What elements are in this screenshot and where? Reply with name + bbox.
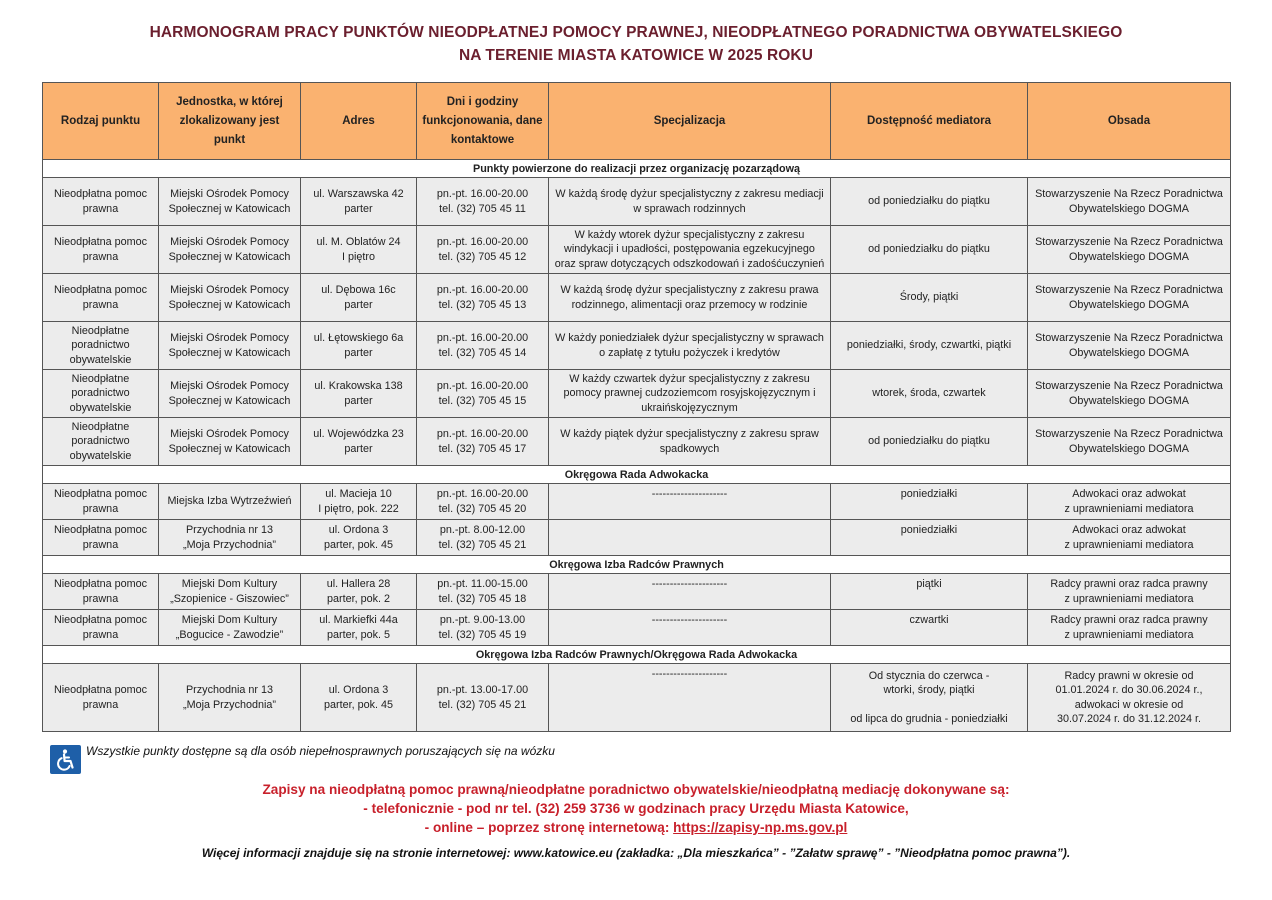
cell-specjalizacja: W każdy wtorek dyżur specjalistyczny z zakresu windykacji i upadłości, postępowania egzekucyjnego oraz spraw dotyczących odszkodowań i zadośćuczynień — [549, 226, 831, 274]
cell-specjalizacja: W każdy czwartek dyżur specjalistyczny z zakresu pomocy prawnej cudzoziemcom rosyjskojęzycznym i ukraińskojęzycznym — [549, 370, 831, 418]
cell-adres: ul. Markiefki 44a parter, pok. 5 — [301, 610, 417, 646]
cell-adres: ul. Warszawska 42 parter — [301, 178, 417, 226]
more-info-text: Więcej informacji znajduje się na stronie internetowej: www.katowice.eu (zakładka: „Dla mieszkańca” - ”Załatw sprawę” - ”Nieodpłatna pomoc prawna”). — [201, 846, 1071, 860]
cell-dni-i-godziny: pn.-pt. 16.00-20.00 tel. (32) 705 45 11 — [417, 178, 549, 226]
cell-specjalizacja: --------------------- — [549, 664, 831, 732]
header-obsada: Obsada — [1028, 83, 1231, 160]
cell-mediator: poniedziałki — [831, 520, 1028, 556]
cell-jednostka: Miejski Dom Kultury „Szopienice - Giszowiec” — [159, 574, 301, 610]
cell-obsada: Adwokaci oraz adwokat z uprawnieniami mediatora — [1028, 484, 1231, 520]
header-dni-i-godziny: Dni i godziny funkcjonowania, dane kontaktowe — [417, 83, 549, 160]
table-row — [43, 418, 1231, 466]
table-header-row — [43, 83, 1231, 160]
cell-mediator: poniedziałki — [831, 484, 1028, 520]
cell-rodzaj-punktu: Nieodpłatne poradnictwo obywatelskie — [43, 370, 159, 418]
cell-jednostka: Przychodnia nr 13 „Moja Przychodnia” — [159, 520, 301, 556]
section-header-row — [43, 646, 1231, 664]
cell-obsada: Radcy prawni oraz radca prawny z uprawnieniami mediatora — [1028, 574, 1231, 610]
cell-jednostka: Miejska Izba Wytrzeźwień — [159, 484, 301, 520]
cell-jednostka: Miejski Ośrodek Pomocy Społecznej w Katowicach — [159, 418, 301, 466]
cell-adres: ul. Dębowa 16c parter — [301, 274, 417, 322]
cell-rodzaj-punktu: Nieodpłatna pomoc prawna — [43, 574, 159, 610]
cell-mediator: czwartki — [831, 610, 1028, 646]
cell-adres: ul. Łętowskiego 6a parter — [301, 322, 417, 370]
registration-heading: Zapisy na nieodpłatną pomoc prawną/nieodpłatne poradnictwo obywatelskie/nieodpłatną mediację dokonywane są: — [262, 782, 1010, 797]
table-row — [43, 484, 1231, 520]
section-title: Okręgowa Izba Radców Prawnych/Okręgowa Rada Adwokacka — [43, 646, 1231, 664]
cell-rodzaj-punktu: Nieodpłatna pomoc prawna — [43, 178, 159, 226]
schedule-table — [42, 82, 1231, 732]
cell-dni-i-godziny: pn.-pt. 13.00-17.00 tel. (32) 705 45 21 — [417, 664, 549, 732]
header-adres: Adres — [301, 83, 417, 160]
cell-adres: ul. Krakowska 138 parter — [301, 370, 417, 418]
table-row — [43, 322, 1231, 370]
cell-obsada: Stowarzyszenie Na Rzecz Poradnictwa Obywatelskiego DOGMA — [1028, 226, 1231, 274]
cell-jednostka: Miejski Dom Kultury „Bogucice - Zawodzie” — [159, 610, 301, 646]
cell-obsada: Stowarzyszenie Na Rzecz Poradnictwa Obywatelskiego DOGMA — [1028, 322, 1231, 370]
registration-phone: - telefonicznie - pod nr tel. (32) 259 3736 w godzinach pracy Urzędu Miasta Katowice, — [363, 801, 909, 816]
cell-adres: ul. Ordona 3 parter, pok. 45 — [301, 664, 417, 732]
table-body — [43, 160, 1231, 732]
section-title: Okręgowa Izba Radców Prawnych — [43, 556, 1231, 574]
cell-jednostka: Miejski Ośrodek Pomocy Społecznej w Katowicach — [159, 226, 301, 274]
section-header-row — [43, 556, 1231, 574]
cell-dni-i-godziny: pn.-pt. 16.00-20.00 tel. (32) 705 45 14 — [417, 322, 549, 370]
cell-specjalizacja: W każdy poniedziałek dyżur specjalistyczny w sprawach o zapłatę z tytułu pożyczek i kredytów — [549, 322, 831, 370]
cell-mediator: wtorek, środa, czwartek — [831, 370, 1028, 418]
cell-dni-i-godziny: pn.-pt. 8.00-12.00 tel. (32) 705 45 21 — [417, 520, 549, 556]
cell-jednostka: Miejski Ośrodek Pomocy Społecznej w Katowicach — [159, 178, 301, 226]
table-row — [43, 370, 1231, 418]
table-row — [43, 610, 1231, 646]
cell-dni-i-godziny: pn.-pt. 16.00-20.00 tel. (32) 705 45 15 — [417, 370, 549, 418]
cell-adres: ul. Wojewódzka 23 parter — [301, 418, 417, 466]
cell-rodzaj-punktu: Nieodpłatna pomoc prawna — [43, 664, 159, 732]
registration-online — [0, 820, 1272, 835]
cell-rodzaj-punktu: Nieodpłatna pomoc prawna — [43, 520, 159, 556]
wheelchair-icon — [50, 745, 81, 774]
cell-mediator: od poniedziałku do piątku — [831, 418, 1028, 466]
cell-mediator: poniedziałki, środy, czwartki, piątki — [831, 322, 1028, 370]
cell-obsada: Radcy prawni w okresie od 01.01.2024 r. do 30.06.2024 r., adwokaci w okresie od 30.07.2024 r. do 31.12.2024 r. — [1028, 664, 1231, 732]
cell-dni-i-godziny: pn.-pt. 16.00-20.00 tel. (32) 705 45 20 — [417, 484, 549, 520]
cell-obsada: Stowarzyszenie Na Rzecz Poradnictwa Obywatelskiego DOGMA — [1028, 178, 1231, 226]
registration-online-label: - online – poprzez stronę internetową: — [424, 820, 674, 835]
cell-dni-i-godziny: pn.-pt. 16.00-20.00 tel. (32) 705 45 17 — [417, 418, 549, 466]
accessibility-note: Wszystkie punkty dostępne są dla osób niepełnosprawnych poruszających się na wózku — [86, 744, 555, 758]
cell-rodzaj-punktu: Nieodpłatne poradnictwo obywatelskie — [43, 418, 159, 466]
cell-dni-i-godziny: pn.-pt. 11.00-15.00 tel. (32) 705 45 18 — [417, 574, 549, 610]
table-row — [43, 274, 1231, 322]
table-row — [43, 664, 1231, 732]
table-row — [43, 178, 1231, 226]
page-title-line-2: NA TERENIE MIASTA KATOWICE W 2025 ROKU — [458, 47, 813, 64]
cell-dni-i-godziny: pn.-pt. 9.00-13.00 tel. (32) 705 45 19 — [417, 610, 549, 646]
section-title: Punkty powierzone do realizacji przez organizację pozarządową — [43, 160, 1231, 178]
cell-obsada: Stowarzyszenie Na Rzecz Poradnictwa Obywatelskiego DOGMA — [1028, 370, 1231, 418]
cell-rodzaj-punktu: Nieodpłatna pomoc prawna — [43, 610, 159, 646]
cell-specjalizacja: --------------------- — [549, 484, 831, 520]
cell-rodzaj-punktu: Nieodpłatna pomoc prawna — [43, 484, 159, 520]
table-row — [43, 226, 1231, 274]
cell-obsada: Radcy prawni oraz radca prawny z uprawnieniami mediatora — [1028, 610, 1231, 646]
section-header-row — [43, 466, 1231, 484]
cell-jednostka: Miejski Ośrodek Pomocy Społecznej w Katowicach — [159, 322, 301, 370]
header-dostepnosc-mediatora: Dostępność mediatora — [831, 83, 1028, 160]
section-header-row — [43, 160, 1231, 178]
cell-mediator: Od stycznia do czerwca - wtorki, środy, piątki od lipca do grudnia - poniedziałki — [831, 664, 1028, 732]
cell-rodzaj-punktu: Nieodpłatna pomoc prawna — [43, 274, 159, 322]
page-title-line-1: HARMONOGRAM PRACY PUNKTÓW NIEODPŁATNEJ POMOCY PRAWNEJ, NIEODPŁATNEGO PORADNICTWA OBYWATELSKIEGO — [149, 24, 1123, 41]
cell-obsada: Adwokaci oraz adwokat z uprawnieniami mediatora — [1028, 520, 1231, 556]
cell-adres: ul. M. Oblatów 24 I piętro — [301, 226, 417, 274]
cell-dni-i-godziny: pn.-pt. 16.00-20.00 tel. (32) 705 45 12 — [417, 226, 549, 274]
cell-dni-i-godziny: pn.-pt. 16.00-20.00 tel. (32) 705 45 13 — [417, 274, 549, 322]
table-row — [43, 520, 1231, 556]
cell-obsada: Stowarzyszenie Na Rzecz Poradnictwa Obywatelskiego DOGMA — [1028, 418, 1231, 466]
cell-jednostka: Miejski Ośrodek Pomocy Społecznej w Katowicach — [159, 274, 301, 322]
cell-rodzaj-punktu: Nieodpłatna pomoc prawna — [43, 226, 159, 274]
registration-link[interactable]: https://zapisy-np.ms.gov.pl — [673, 820, 848, 835]
cell-obsada: Stowarzyszenie Na Rzecz Poradnictwa Obywatelskiego DOGMA — [1028, 274, 1231, 322]
cell-mediator: od poniedziałku do piątku — [831, 178, 1028, 226]
cell-specjalizacja — [549, 520, 831, 556]
cell-adres: ul. Hallera 28 parter, pok. 2 — [301, 574, 417, 610]
section-title: Okręgowa Rada Adwokacka — [43, 466, 1231, 484]
cell-specjalizacja: --------------------- — [549, 574, 831, 610]
cell-mediator: Środy, piątki — [831, 274, 1028, 322]
cell-rodzaj-punktu: Nieodpłatne poradnictwo obywatelskie — [43, 322, 159, 370]
header-jednostka: Jednostka, w której zlokalizowany jest punkt — [159, 83, 301, 160]
header-specjalizacja: Specjalizacja — [549, 83, 831, 160]
cell-specjalizacja: W każdą środę dyżur specjalistyczny z zakresu mediacji w sprawach rodzinnych — [549, 178, 831, 226]
cell-adres: ul. Ordona 3 parter, pok. 45 — [301, 520, 417, 556]
cell-mediator: od poniedziałku do piątku — [831, 226, 1028, 274]
cell-jednostka: Przychodnia nr 13 „Moja Przychodnia” — [159, 664, 301, 732]
cell-specjalizacja: W każdy piątek dyżur specjalistyczny z zakresu spraw spadkowych — [549, 418, 831, 466]
cell-mediator: piątki — [831, 574, 1028, 610]
cell-specjalizacja: W każdą środę dyżur specjalistyczny z zakresu prawa rodzinnego, alimentacji oraz przemocy w rodzinie — [549, 274, 831, 322]
table-row — [43, 574, 1231, 610]
cell-jednostka: Miejski Ośrodek Pomocy Społecznej w Katowicach — [159, 370, 301, 418]
header-rodzaj-punktu: Rodzaj punktu — [43, 83, 159, 160]
cell-specjalizacja: --------------------- — [549, 610, 831, 646]
cell-adres: ul. Macieja 10 I piętro, pok. 222 — [301, 484, 417, 520]
